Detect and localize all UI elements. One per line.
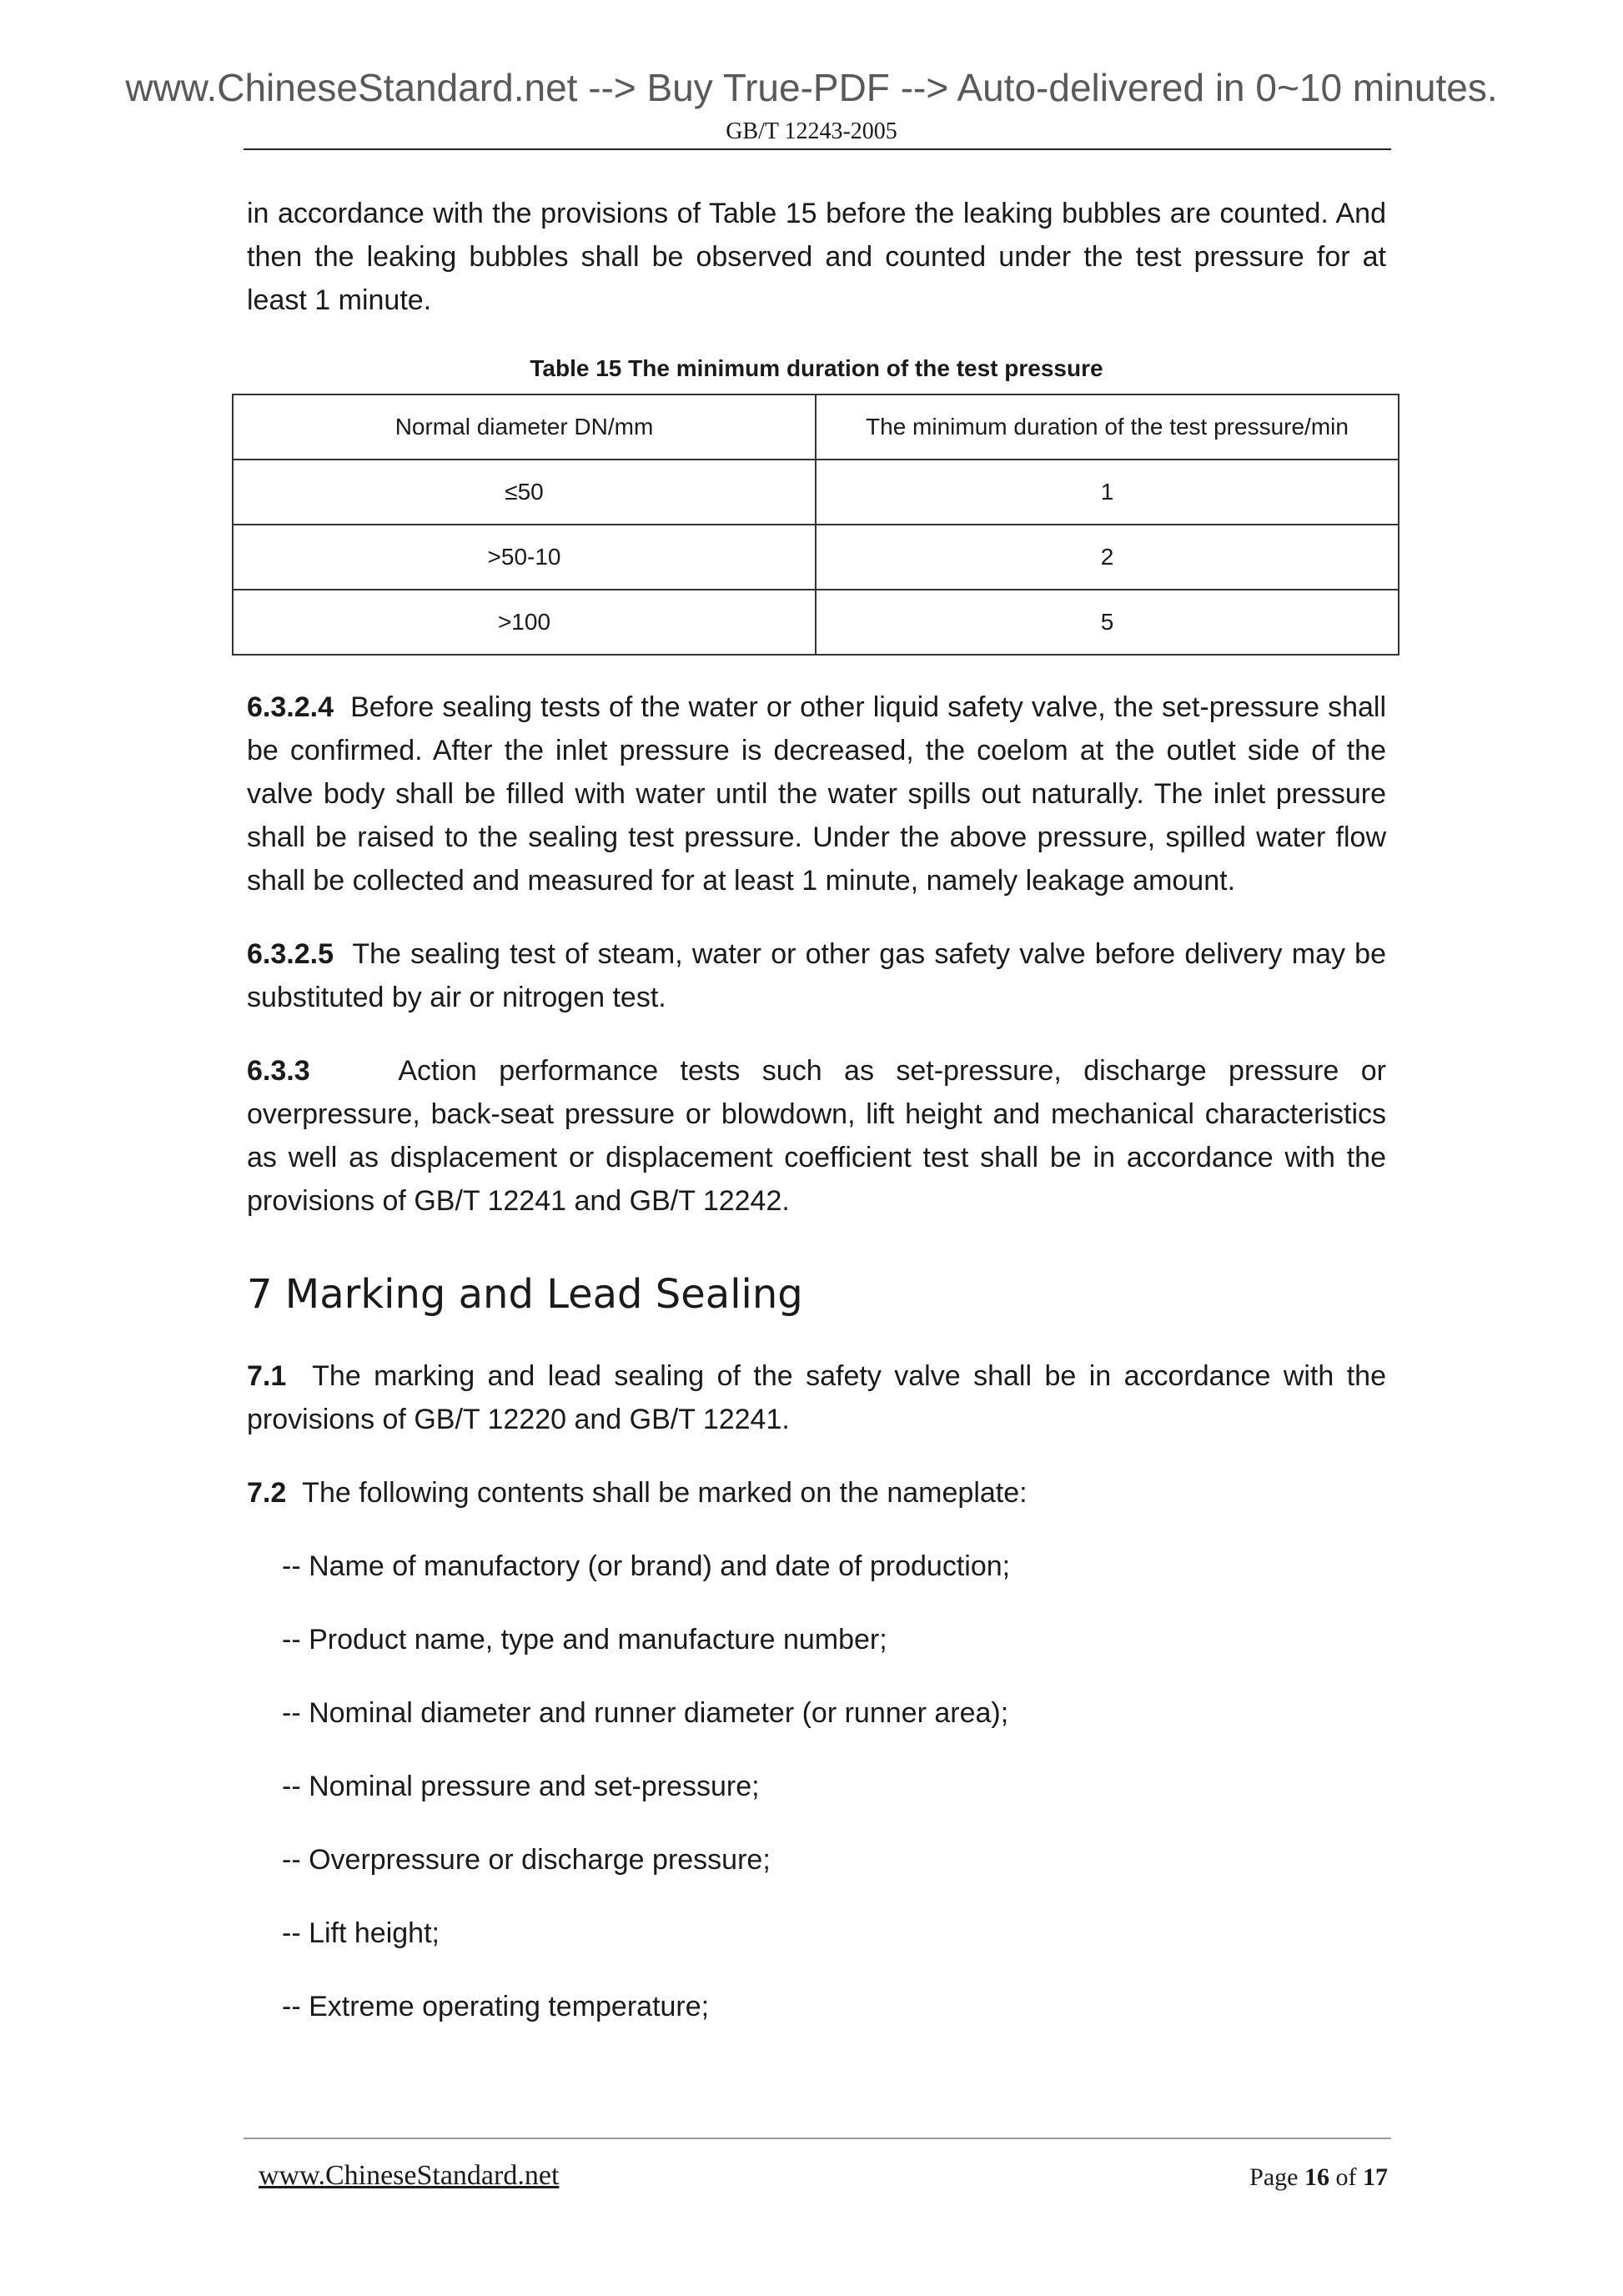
table-cell: 2 [816,525,1399,590]
list-item: -- Name of manufactory (or brand) and date of production; [282,1550,1011,1582]
clause-7-2 [247,1471,1386,1515]
list-item: -- Overpressure or discharge pressure; [282,1844,771,1876]
table-row [233,590,1399,655]
table-cell: 5 [816,590,1399,655]
chapter-heading: 7 Marking and Lead Sealing [247,1271,803,1318]
clause-text: The marking and lead sealing of the safety valve shall be in accordance with the provisions of GB/T 12220 and GB/T 12241. [247,1360,1386,1435]
clause-6-3-2-5 [247,932,1386,1019]
page-prefix: Page [1249,2163,1299,2191]
header-cell: The minimum duration of the test pressure/min [816,394,1399,460]
page-total: 17 [1363,2163,1388,2191]
page-number [1249,2163,1388,2192]
page-of: of [1335,2163,1357,2191]
table-cell: >100 [233,590,816,655]
table-cell: 1 [816,460,1399,525]
clause-6-3-3 [247,1049,1386,1223]
clause-7-1 [247,1354,1386,1441]
table-row [233,460,1399,525]
clause-text: The following contents shall be marked on the nameplate: [302,1477,1028,1509]
clause-number: 7.2 [247,1477,287,1509]
table-cell: ≤50 [233,460,816,525]
clause-number: 7.1 [247,1360,287,1392]
page-body [247,192,1386,2028]
clause-text: The sealing test of steam, water or other gas safety valve before delivery may be substituted by air or nitrogen test. [247,938,1386,1013]
header-divider [244,148,1391,150]
clause-number: 6.3.3 [247,1055,310,1087]
footer-divider [244,2138,1391,2139]
list-item: -- Lift height; [282,1917,440,1949]
intro-paragraph: in accordance with the provisions of Table 15 before the leaking bubbles are counted. And then the leaking bubbles shall be observed and counted under the test pressure for at least 1 minute. [247,198,1386,316]
table-row [233,525,1399,590]
site-banner: www.ChineseStandard.net --> Buy True-PDF --> Auto-delivered in 0~10 minutes. [125,66,1498,109]
list-item: -- Extreme operating temperature; [282,1991,710,2022]
footer-site-link[interactable]: www.ChineseStandard.net [259,2160,560,2191]
duration-table [232,394,1399,656]
list-item: -- Product name, type and manufacture number; [282,1624,887,1655]
table-caption: Table 15 The minimum duration of the test pressure [530,355,1103,381]
list-item: -- Nominal diameter and runner diameter (or runner area); [282,1697,1009,1729]
header-cell: Normal diameter DN/mm [233,394,816,460]
table-header-row [233,394,1399,460]
clause-text: Before sealing tests of the water or other liquid safety valve, the set-pressure shall be confirmed. After the inlet pressure is decreased, the coelom at the outlet side of the valve body shall be filled with water until the water spills out naturally. The inlet pressure shall be raised to the sealing test pressure. Under the above pressure, spilled water flow shall be collected and measured for at least 1 minute, namely leakage amount. [247,691,1386,897]
clause-number: 6.3.2.4 [247,691,334,723]
list-item: -- Nominal pressure and set-pressure; [282,1771,760,1802]
clause-6-3-2-4 [247,686,1386,902]
page-current: 16 [1304,2163,1329,2191]
clause-text: Action performance tests such as set-pressure, discharge pressure or overpressure, back-seat pressure or blowdown, lift height and mechanical characteristics as well as displacement or displacement coefficient test shall be in accordance with the provisions of GB/T 12241 and GB/T 12242. [247,1055,1386,1217]
table-cell: >50-10 [233,525,816,590]
clause-number: 6.3.2.5 [247,938,334,970]
standard-code: GB/T 12243-2005 [726,118,897,144]
